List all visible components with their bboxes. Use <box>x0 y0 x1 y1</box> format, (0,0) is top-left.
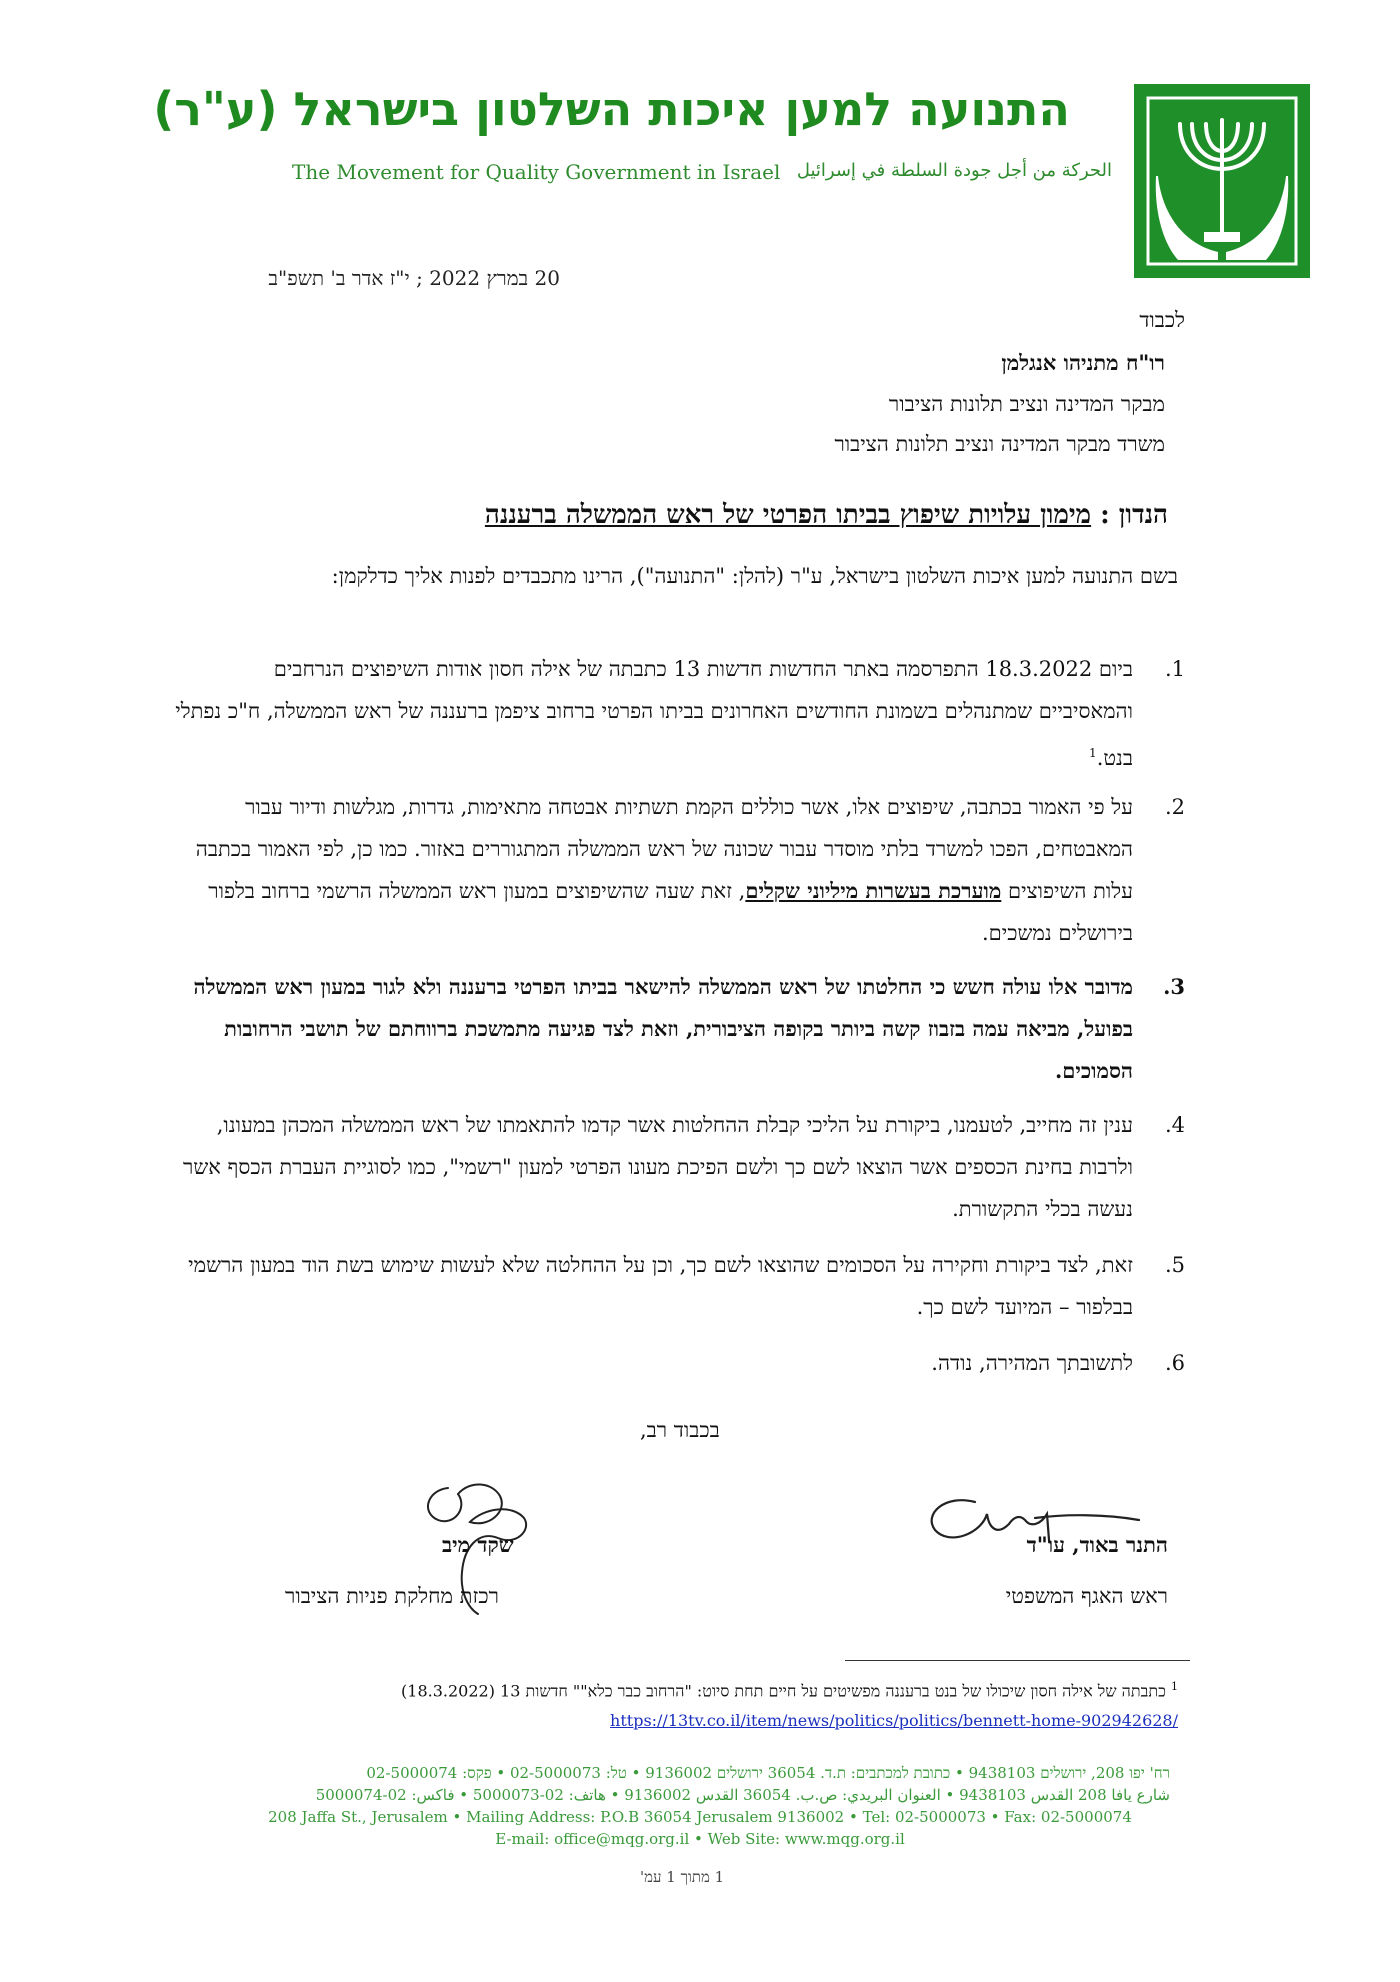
greeting: לכבוד <box>1139 308 1185 332</box>
organization-subline <box>292 160 1112 184</box>
footnote <box>203 1672 1178 1736</box>
paragraph-5 <box>175 1244 1185 1328</box>
addressee-office: משרד מבקר המדינה ונציב תלונות הציבור <box>834 432 1165 456</box>
organization-name-arabic: الحركة من أجل جودة السلطة في إسرائيل <box>796 160 1112 181</box>
signatory-name-right: התנר באוד, עו"ד <box>1026 1532 1168 1557</box>
footnote-number: 1 <box>1171 1680 1178 1693</box>
paragraph-text: לתשובתך המהירה, נודה. <box>931 1351 1133 1375</box>
paragraph-text: ביום 18.3.2022 התפרסמה באתר החדשות חדשות 13 כתבתה של אילה חסון אודות השיפוצים הנרחבים והמאסיביים שמתנהלים בשמונת החודשים האחרונים בביתו הפרטי ברחוב ציפמן ברעננה של ראש הממשלה, ח"כ נפתלי בנט. <box>175 657 1133 770</box>
footnote-mark: 1 <box>1089 746 1097 760</box>
paragraph-text-end: , זאת שעה שהשיפוצים במעון ראש הממשלה הרשמי ברחוב בלפור בירושלים נמשכים. <box>208 879 1133 945</box>
signatory-role-right: ראש האגף המשפטי <box>1005 1584 1168 1608</box>
addressee-title: מבקר המדינה ונציב תלונות הציבור <box>888 392 1165 416</box>
organization-name: התנועה למען איכות השלטון בישראל (ע"ר) <box>153 82 1070 136</box>
footer-contact: E-mail: office@mqg.org.il • Web Site: www.mqg.org.il <box>495 1830 905 1848</box>
paragraph-number: 3. <box>1163 974 1185 999</box>
footer-address-english: 208 Jaffa St., Jerusalem • Mailing Address: P.O.B 36054 Jerusalem 9136002 • Tel: 02-5000073 • Fax: 02-5000074 <box>268 1808 1132 1826</box>
paragraph-number: 6. <box>1164 1351 1185 1375</box>
paragraph-text: ענין זה מחייב, לטעמנו, ביקורת על הליכי קבלת ההחלטות אשר קדמו להתאמתו של ראש הממשלה המכהן במעונו, ולרבות בחינת הכספים אשר הוצאו לשם כך ולשם הפיכת מעונו הפרטי למעון "רשמי", כמו לסוגיית העברת הכסף אשר נעשה בכלי התקשורת. <box>183 1113 1133 1221</box>
subject-label: הנדון : <box>1100 500 1168 530</box>
signatory-role-left: רכזת מחלקת פניות הציבור <box>285 1584 499 1608</box>
paragraph-2 <box>175 786 1185 954</box>
page-number: 1 מתוך 1 עמ' <box>640 1868 725 1886</box>
signatory-name-left: שקד מיב <box>442 1532 514 1557</box>
footer-address-hebrew: רח' יפו 208, ירושלים 9438103 • כתובת למכתבים: ת.ד. 36054 ירושלים 9136002 • טל: 02-5000073 • פקס: 02-5000074 <box>366 1764 1170 1782</box>
paragraph-6 <box>175 1342 1185 1384</box>
paragraph-text: על פי האמור בכתבה, שיפוצים אלו, אשר כוללים הקמת תשתיות אבטחה מתאימות, גדרות, מגלשות ודיור עבור המאבטחים, הפכו למשרד בלתי מוסדר עבור שכונה של ראש הממשלה המתגוררים באזור. כמו כן, לפי האמור בכתבה עלות השיפוצים <box>195 795 1133 903</box>
paragraph-3 <box>175 966 1185 1092</box>
paragraph-number: 5. <box>1164 1253 1185 1277</box>
subject-text: מימון עלויות שיפוץ בביתו הפרטי של ראש הממשלה ברעננה <box>484 500 1092 530</box>
footnote-link[interactable]: https://13tv.co.il/item/news/politics/politics/bennett-home-902942628/ <box>610 1711 1178 1731</box>
paragraph-text: זאת, לצד ביקורת וחקירה על הסכומים שהוצאו לשם כך, וכן על ההחלטה שלא לעשות שימוש בשת הוד במעון הרשמי בבלפור – המיועד לשם כך. <box>188 1253 1133 1319</box>
paragraph-number: 2. <box>1164 795 1185 819</box>
paragraph-emphasis: מוערכת בעשרות מיליוני שקלים <box>745 878 1002 903</box>
intro-paragraph: בשם התנועה למען איכות השלטון בישראל, ע"ר (להלן: "התנועה"), הרינו מתכבדים לפנות אליך כדלקמן: <box>331 564 1178 588</box>
footnote-divider <box>845 1660 1190 1661</box>
subject-line <box>485 500 1168 530</box>
paragraph-number: 1. <box>1164 657 1185 681</box>
closing-salutation: בכבוד רב, <box>640 1418 720 1442</box>
footnote-text: כתבתה של אילה חסון שיכולו של בנט ברעננה מפשיטים על חיים תחת סיוט: "הרחוב כבר כלא"" חדשות 13 (18.3.2022) <box>401 1681 1166 1701</box>
paragraph-number: 4. <box>1164 1113 1185 1137</box>
menorah-hands-logo-icon <box>1134 84 1310 278</box>
organization-name-english: The Movement for Quality Government in Israel <box>292 160 781 184</box>
addressee-name: רו"ח מתניהו אנגלמן <box>1001 350 1165 375</box>
paragraph-text: מדובר אלו עולה חשש כי החלטתו של ראש הממשלה להישאר בביתו הפרטי ברעננה ולא לגור במעון ראש הממשלה בפועל, מביאה עמה בזבוז קשה ביותר בקופה הציבורית, וזאת לצד פגיעה מתמשכת ברווחתם של תושבי הרחובות הסמוכים. <box>193 974 1133 1083</box>
paragraph-4 <box>175 1104 1185 1230</box>
letter-date: 20 במרץ 2022 ; י"ז אדר ב' תשפ"ב <box>268 266 560 290</box>
paragraph-1 <box>175 648 1185 779</box>
footer-address-arabic: شارع يافا 208 القدس 9438103 • العنوان البريدي: ص.ب. 36054 القدس 9136002 • هاتف: 02-5000073 • فاكس: 02-5000074 <box>315 1786 1170 1804</box>
